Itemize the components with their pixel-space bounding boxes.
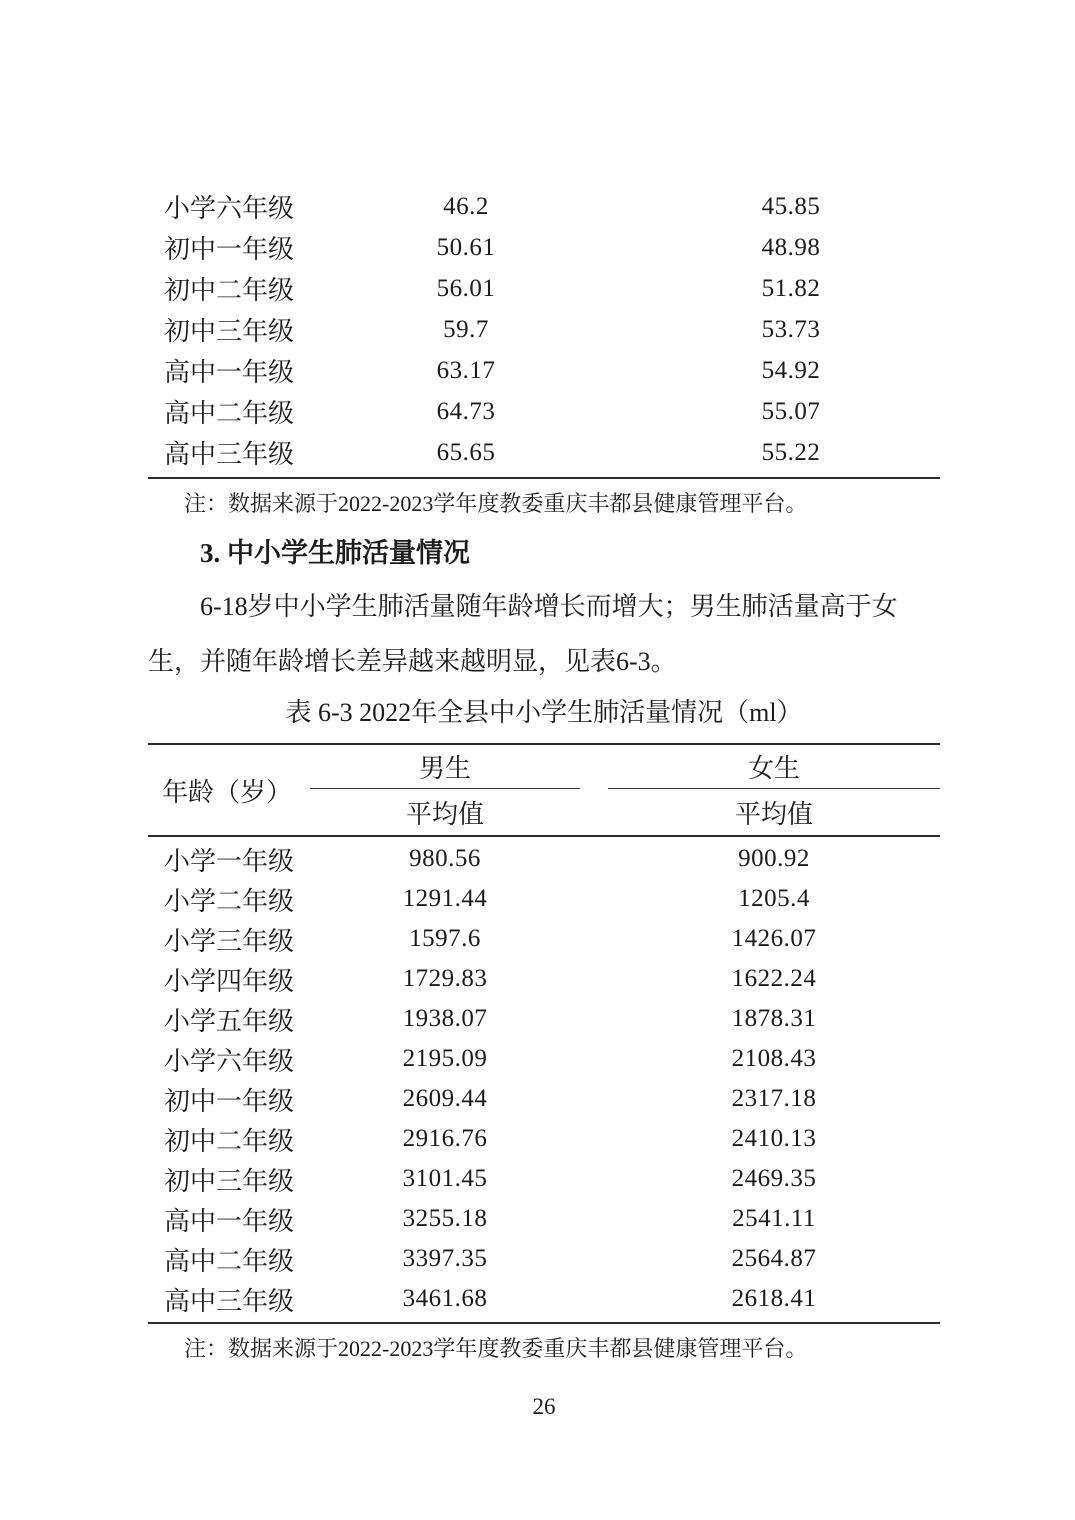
table-row (148, 1039, 940, 1079)
female-value-cell: 55.07 (761, 397, 821, 425)
table-row (148, 959, 940, 999)
paragraph-line: 6-18岁中小学生肺活量随年龄增长而增大；男生肺活量高于女 (200, 592, 898, 621)
section-heading: 3. 中小学生肺活量情况 (200, 538, 470, 568)
grade-cell: 高中三年级 (164, 440, 295, 469)
female-value-cell: 2541.11 (732, 1205, 816, 1232)
female-value-cell: 2618.41 (731, 1285, 817, 1312)
grade-cell: 初中三年级 (164, 317, 295, 346)
table-header (148, 745, 940, 837)
female-value-cell: 48.98 (761, 233, 821, 261)
header-female-group: 女生 (608, 745, 940, 789)
male-value-cell: 1291.44 (402, 885, 488, 912)
grade-cell: 初中一年级 (164, 235, 295, 264)
vital-capacity-table (148, 743, 940, 1324)
female-value-cell: 2410.13 (731, 1125, 817, 1152)
male-value-cell: 2195.09 (402, 1045, 488, 1072)
table-row (148, 1159, 940, 1199)
table-row (148, 919, 940, 959)
grade-cell: 小学四年级 (164, 966, 295, 996)
male-value-cell: 56.01 (436, 274, 496, 302)
male-value-cell: 50.61 (436, 233, 496, 261)
table-row (148, 227, 940, 268)
grade-cell: 小学三年级 (164, 926, 295, 956)
header-age: 年龄（岁） (162, 777, 293, 807)
table-row (148, 999, 940, 1039)
female-value-cell: 45.85 (761, 192, 821, 220)
grade-cell: 初中二年级 (164, 276, 295, 305)
grade-cell: 高中一年级 (164, 358, 295, 387)
male-value-cell: 1938.07 (402, 1005, 488, 1032)
grade-cell: 高中一年级 (164, 1206, 295, 1236)
female-value-cell: 1426.07 (731, 925, 817, 952)
male-value-cell: 3101.45 (402, 1165, 488, 1192)
female-value-cell: 2108.43 (731, 1045, 817, 1072)
body-paragraph (148, 579, 940, 689)
grade-cell: 小学六年级 (164, 1046, 295, 1076)
grade-cell: 初中一年级 (164, 1086, 295, 1116)
table-note: 注：数据来源于2022-2023学年度教委重庆丰都县健康管理平台。 (184, 491, 808, 516)
table-row (148, 1119, 940, 1159)
grade-cell: 高中三年级 (164, 1286, 295, 1316)
header-male-average: 平均值 (405, 799, 484, 829)
page-content (148, 0, 940, 1422)
table-row (148, 1199, 940, 1239)
table-note: 注：数据来源于2022-2023学年度教委重庆丰都县健康管理平台。 (184, 1336, 808, 1361)
paragraph-line: 生，并随年龄增长差异越来越明显，见表6-3。 (148, 647, 677, 676)
male-value-cell: 2609.44 (402, 1085, 488, 1112)
male-value-cell: 2916.76 (402, 1125, 488, 1152)
male-value-cell: 3255.18 (402, 1205, 488, 1232)
grade-cell: 高中二年级 (164, 1246, 295, 1276)
table-row (148, 839, 940, 879)
female-value-cell: 1878.31 (731, 1005, 817, 1032)
female-value-cell: 55.22 (761, 438, 821, 466)
male-value-cell: 64.73 (436, 397, 496, 425)
female-value-cell: 54.92 (761, 356, 821, 384)
table-title: 表 6-3 2022年全县中小学生肺活量情况（ml） (285, 698, 803, 727)
table-row (148, 432, 940, 473)
female-value-cell: 2317.18 (731, 1085, 817, 1112)
male-value-cell: 1597.6 (409, 925, 481, 952)
grade-cell: 小学一年级 (164, 846, 295, 876)
table-row (148, 1279, 940, 1319)
female-value-cell: 2564.87 (731, 1245, 817, 1272)
male-value-cell: 65.65 (436, 438, 496, 466)
male-value-cell: 59.7 (443, 315, 489, 343)
female-value-cell: 51.82 (761, 274, 821, 302)
grade-cell: 初中二年级 (164, 1126, 295, 1156)
table-row (148, 391, 940, 432)
table-row (148, 350, 940, 391)
male-value-cell: 46.2 (443, 192, 489, 220)
female-value-cell: 53.73 (761, 315, 821, 343)
grade-cell: 初中三年级 (164, 1166, 295, 1196)
header-male-group: 男生 (310, 745, 580, 789)
grade-cell: 高中二年级 (164, 399, 295, 428)
female-value-cell: 2469.35 (731, 1165, 817, 1192)
table-row (148, 268, 940, 309)
grade-cell: 小学五年级 (164, 1006, 295, 1036)
male-value-cell: 3461.68 (402, 1285, 488, 1312)
male-value-cell: 3397.35 (402, 1245, 488, 1272)
table-row (148, 309, 940, 350)
grade-cell: 小学六年级 (164, 194, 295, 223)
table-row (148, 1079, 940, 1119)
male-value-cell: 63.17 (436, 356, 496, 384)
female-value-cell: 900.92 (738, 845, 810, 872)
header-female-average: 平均值 (734, 799, 813, 829)
grade-cell: 小学二年级 (164, 886, 295, 916)
female-value-cell: 1622.24 (731, 965, 817, 992)
male-value-cell: 1729.83 (402, 965, 488, 992)
table-row (148, 186, 940, 227)
table-row (148, 1239, 940, 1279)
table-row (148, 879, 940, 919)
table-body (148, 837, 940, 1322)
female-value-cell: 1205.4 (738, 885, 810, 912)
page-number: 26 (532, 1394, 556, 1419)
male-value-cell: 980.56 (409, 845, 481, 872)
continued-table (148, 186, 940, 479)
